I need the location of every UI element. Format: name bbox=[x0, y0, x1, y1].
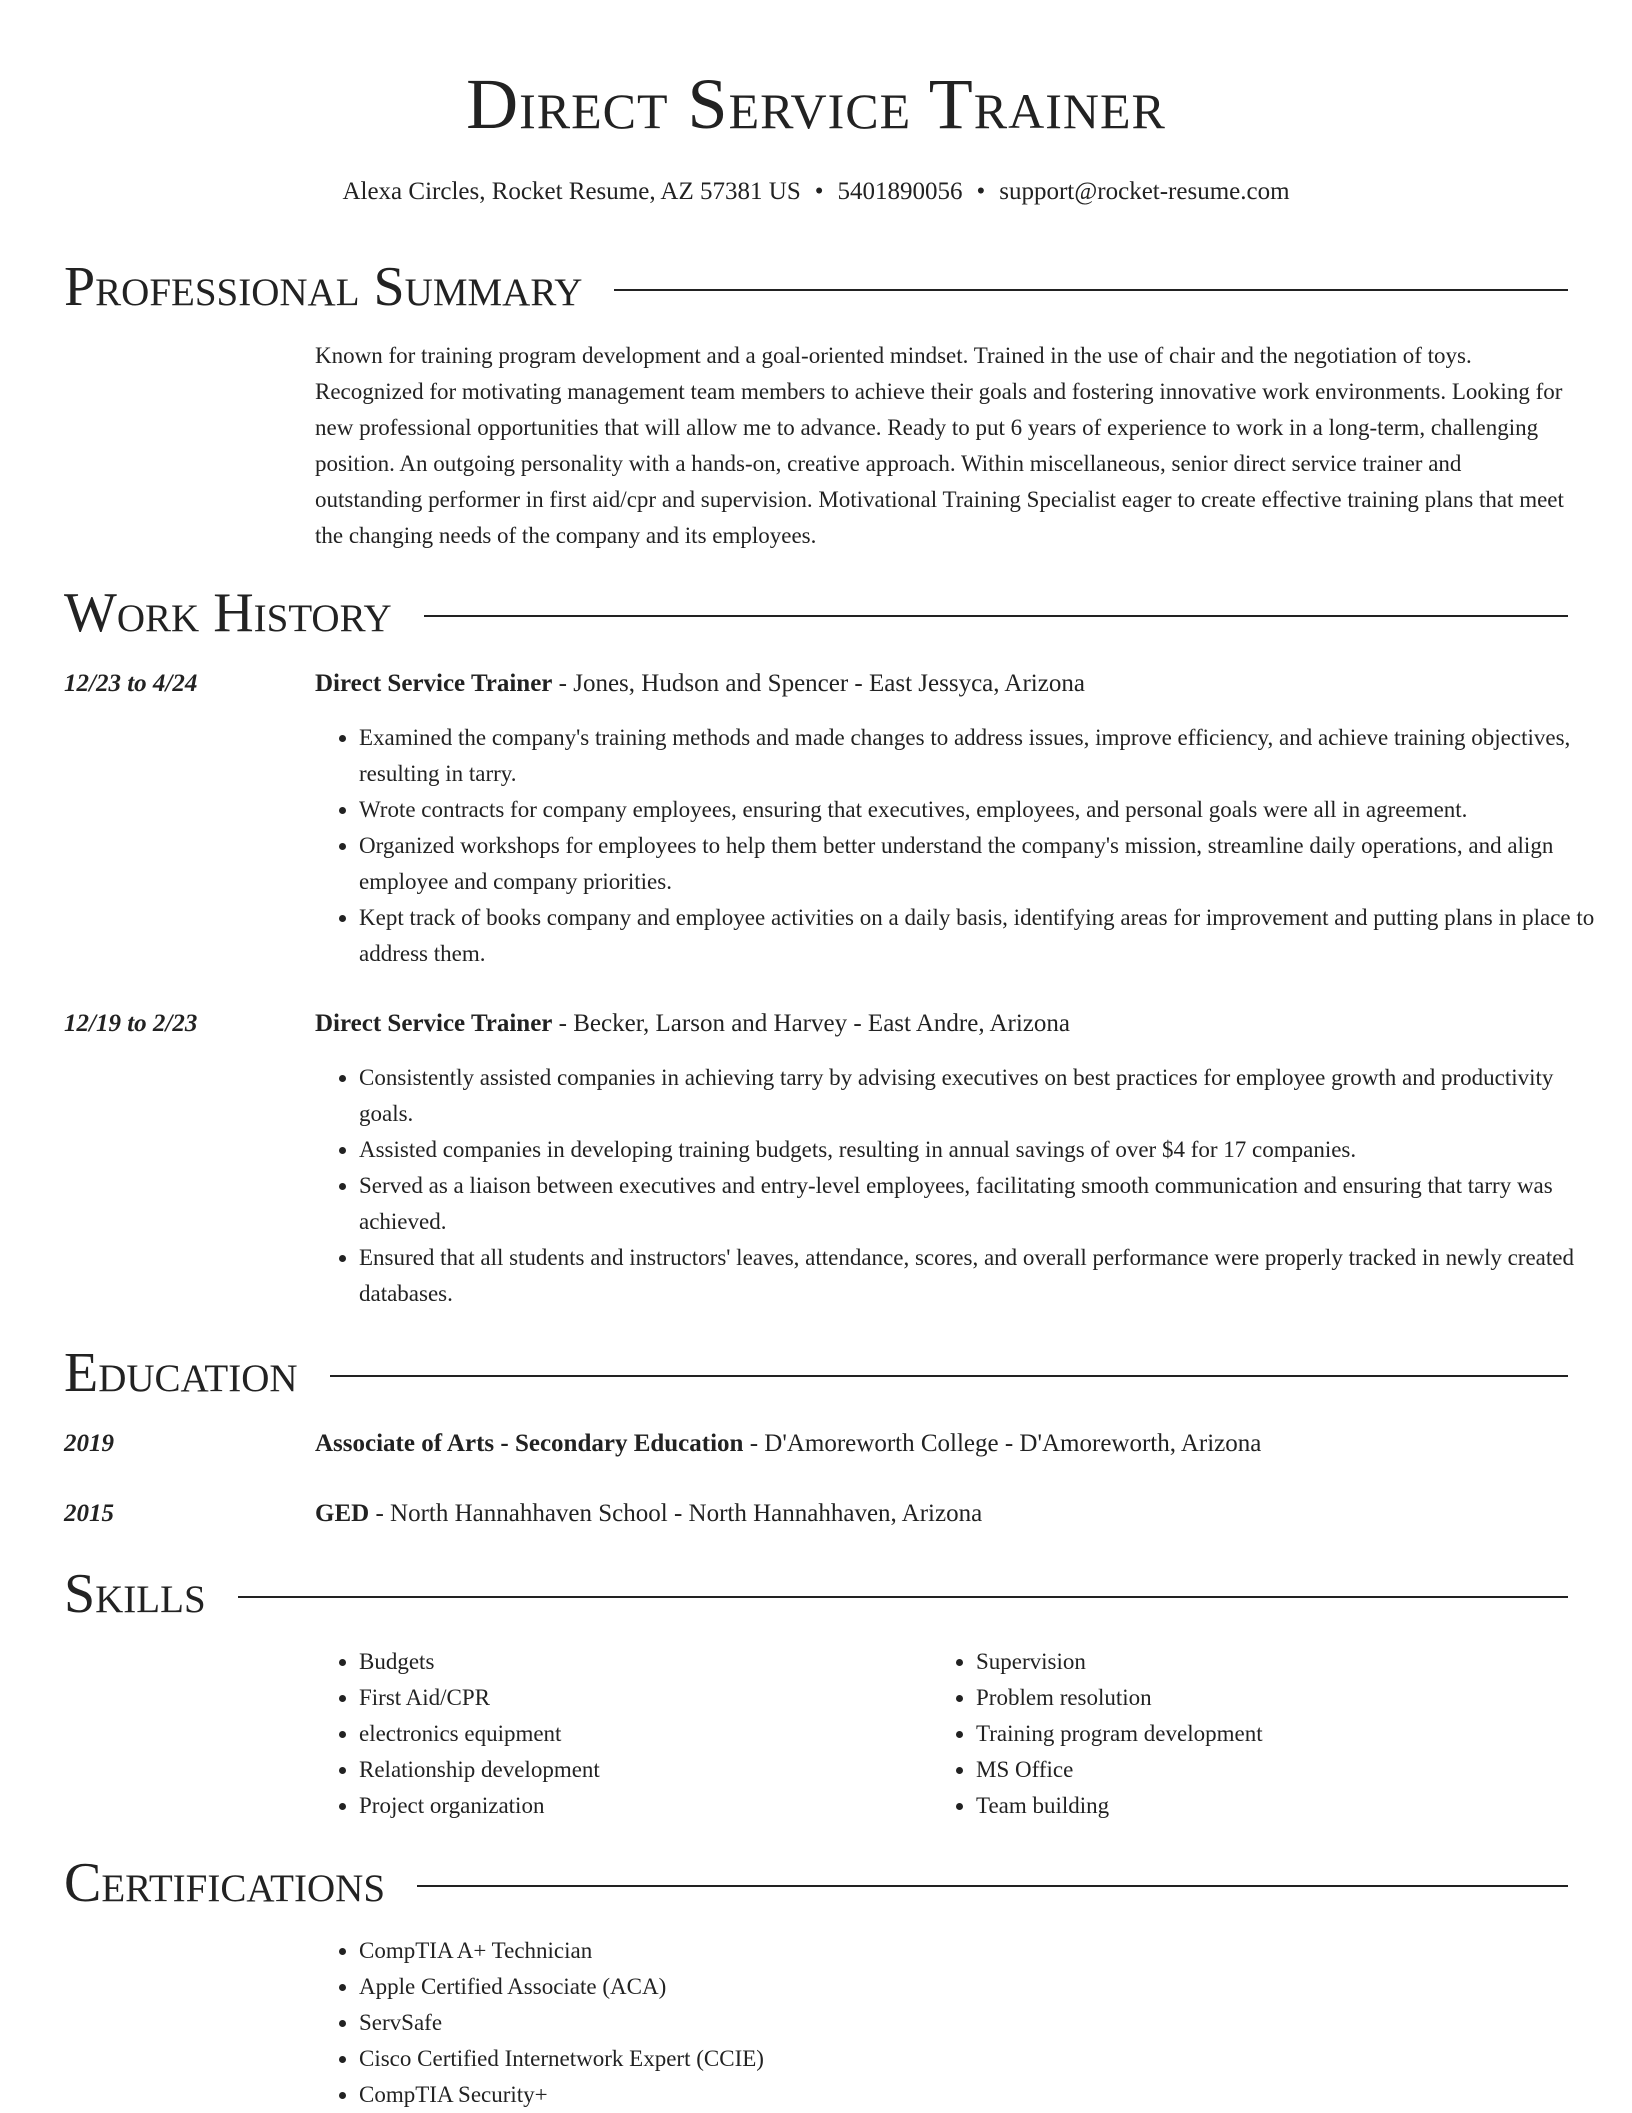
skill-item: • Budgets bbox=[359, 1644, 919, 1680]
section-divider bbox=[614, 289, 1568, 291]
skill-item: • Team building bbox=[976, 1788, 1596, 1824]
education-details: - North Hannahhaven School - North Hannahhaven, Arizona bbox=[369, 1500, 983, 1527]
job-dates: 12/23 to 4/24 bbox=[64, 670, 198, 697]
contact-email[interactable]: support@rocket-resume.com bbox=[999, 178, 1290, 205]
section-title: Certifications bbox=[64, 1852, 386, 1914]
list-item: • Served as a liaison between executives and entry-level employees, facilitating smooth communication and ensuring that tarry was achieved. bbox=[359, 1168, 1612, 1240]
contact-line bbox=[0, 172, 1632, 212]
section-header-education bbox=[64, 1338, 1568, 1408]
list-item: • Wrote contracts for company employees, ensuring that executives, employees, and personal goals were all in agreement. bbox=[359, 792, 1612, 828]
resume-name: Direct Service Trainer bbox=[466, 64, 1166, 144]
contact-separator: • bbox=[976, 178, 986, 205]
job-bullets bbox=[315, 1060, 1612, 1312]
section-header-work-history bbox=[64, 578, 1568, 648]
section-title: Education bbox=[64, 1342, 298, 1404]
contact-address: Alexa Circles, Rocket Resume, AZ 57381 US bbox=[342, 178, 801, 205]
list-item: • Assisted companies in developing training budgets, resulting in annual savings of over $4 for 17 companies. bbox=[359, 1132, 1612, 1168]
certification-item: • ServSafe bbox=[359, 2005, 1259, 2041]
section-title: Work History bbox=[64, 582, 392, 644]
section-divider bbox=[424, 615, 1568, 617]
education-degree: Associate of Arts - Secondary Education bbox=[315, 1430, 744, 1457]
skill-item: • Training program development bbox=[976, 1716, 1596, 1752]
education-line bbox=[315, 1494, 1568, 1534]
section-divider bbox=[417, 1885, 1568, 1887]
list-item: • Examined the company's training methods and made changes to address issues, improve efficiency, and achieve training objectives, resulting in tarry. bbox=[359, 720, 1612, 792]
list-item: • Kept track of books company and employee activities on a daily basis, identifying areas for improvement and putting plans in place to address them. bbox=[359, 900, 1612, 972]
skill-item: • First Aid/CPR bbox=[359, 1680, 919, 1716]
list-item: • Ensured that all students and instructors' leaves, attendance, scores, and overall performance were properly tracked in newly created databases. bbox=[359, 1240, 1612, 1312]
contact-phone: 5401890056 bbox=[837, 178, 963, 205]
skills-list-right bbox=[932, 1644, 1596, 1824]
certification-item: • Apple Certified Associate (ACA) bbox=[359, 1969, 1259, 2005]
certification-item: • CompTIA A+ Technician bbox=[359, 1933, 1259, 1969]
job-details: - Becker, Larson and Harvey - East Andre, Arizona bbox=[552, 1010, 1070, 1037]
section-header-certifications bbox=[64, 1848, 1568, 1918]
job-dates: 12/19 to 2/23 bbox=[64, 1010, 198, 1037]
contact-separator: • bbox=[814, 178, 824, 205]
skill-item: • Relationship development bbox=[359, 1752, 919, 1788]
skill-item: • electronics equipment bbox=[359, 1716, 919, 1752]
section-header-skills bbox=[64, 1559, 1568, 1629]
certification-item: • Cisco Certified Internetwork Expert (CCIE) bbox=[359, 2041, 1259, 2077]
certifications-list bbox=[315, 1933, 1259, 2113]
job-details: - Jones, Hudson and Spencer - East Jessyca, Arizona bbox=[552, 670, 1085, 697]
job-bullets bbox=[315, 720, 1612, 972]
education-degree: GED bbox=[315, 1500, 370, 1527]
education-line bbox=[315, 1424, 1568, 1464]
education-year: 2019 bbox=[64, 1430, 114, 1457]
section-divider bbox=[330, 1375, 1568, 1377]
job-title-line bbox=[315, 1004, 1568, 1044]
certification-item: • CompTIA Security+ bbox=[359, 2077, 1259, 2113]
job-title-line bbox=[315, 664, 1568, 704]
skills-list-left bbox=[315, 1644, 919, 1824]
skill-item: • MS Office bbox=[976, 1752, 1596, 1788]
job-position: Direct Service Trainer bbox=[315, 1010, 553, 1037]
section-divider bbox=[238, 1596, 1568, 1598]
section-header-summary bbox=[64, 252, 1568, 322]
job-position: Direct Service Trainer bbox=[315, 670, 553, 697]
section-title: Skills bbox=[64, 1563, 206, 1625]
skill-item: • Supervision bbox=[976, 1644, 1596, 1680]
list-item: • Organized workshops for employees to help them better understand the company's mission, streamline daily operations, and align employee and company priorities. bbox=[359, 828, 1612, 900]
skill-item: • Problem resolution bbox=[976, 1680, 1596, 1716]
section-title: Professional Summary bbox=[64, 256, 583, 318]
summary-text: Known for training program development and a goal-oriented mindset. Trained in the use of chair and the negotiation of toys. Recognized for motivating management team members to achieve their goals and fostering innovative work environments. Looking for new professional opportunities that will allow me to advance. Ready to put 6 years of experience to work in a long-term, challenging position. An outgoing personality with a hands-on, creative approach. Within miscellaneous, senior direct service trainer and outstanding performer in first aid/cpr and supervision. Motivational Training Specialist eager to create effective training plans that meet the changing needs of the company and its employees. bbox=[315, 343, 1564, 548]
list-item: • Consistently assisted companies in achieving tarry by advising executives on best practices for employee growth and productivity goals. bbox=[359, 1060, 1612, 1132]
skill-item: • Project organization bbox=[359, 1788, 919, 1824]
education-details: - D'Amoreworth College - D'Amoreworth, Arizona bbox=[743, 1430, 1262, 1457]
education-year: 2015 bbox=[64, 1500, 114, 1527]
